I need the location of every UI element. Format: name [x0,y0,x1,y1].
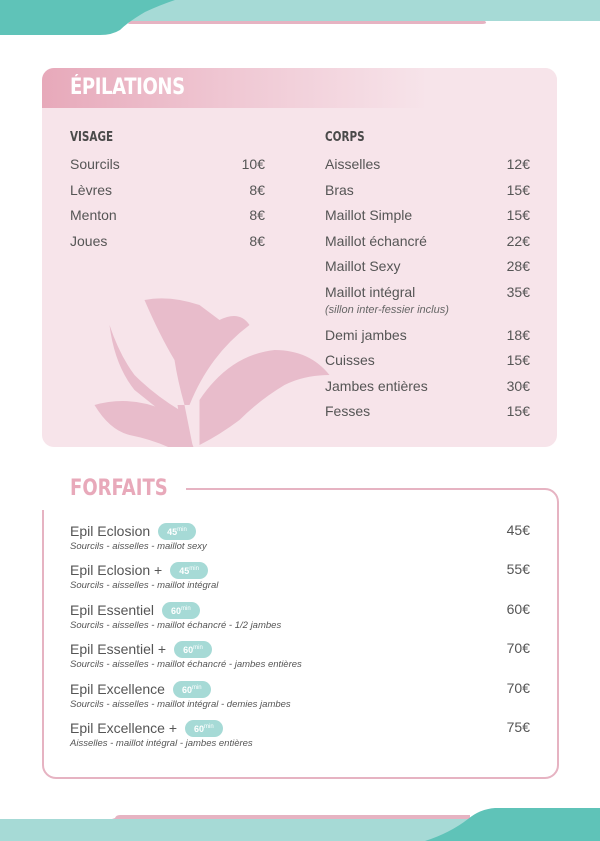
package-price: 75€ [506,719,530,735]
corps-column [325,130,530,428]
item-price: 12€ [506,156,530,172]
item-name: Sourcils [70,156,120,172]
price-row [325,181,530,207]
item-price: 8€ [249,232,265,249]
item-price: 15€ [506,352,530,368]
epilations-card [42,68,557,447]
corps-heading: CORPS [325,130,365,145]
item-price: 10€ [241,156,265,172]
item-name: Maillot Simple [325,207,413,223]
price-row [325,257,530,283]
price-row [325,326,530,352]
epilations-title: ÉPILATIONS [70,75,185,100]
item-price: 15€ [506,403,530,419]
package-price: 70€ [506,680,530,696]
item-name-group [325,283,449,326]
item-price: 18€ [506,326,530,343]
price-row [325,283,530,326]
item-price: 15€ [506,181,530,198]
item-note: (sillon inter-fessier inclus) [325,303,449,316]
package-name: Epil Essentiel [70,602,155,618]
price-row [325,206,530,232]
price-row [325,232,530,258]
package-item [70,640,530,670]
top-wave-decoration [0,0,600,40]
duration-badge: $60^{min}$ [174,641,212,658]
item-name: Joues [70,232,108,249]
duration-badge: $60^{min}$ [185,720,223,737]
package-item [70,719,530,749]
item-name: Maillot intégral [325,283,416,300]
package-description: Sourcils - aisselles - maillot intégral [70,580,219,591]
duration-badge: $45^{min}$ [158,523,196,540]
price-row [70,181,265,207]
item-price: 8€ [249,207,265,223]
item-price: 35€ [506,283,530,300]
price-row [70,232,265,258]
price-row [325,402,530,428]
item-name: Maillot échancré [325,232,427,249]
item-name: Cuisses [325,352,375,368]
package-item [70,561,530,591]
item-price: 15€ [506,207,530,223]
package-name: Epil Eclosion [70,523,151,539]
package-description: Sourcils - aisselles - maillot sexy [70,541,207,552]
package-name: Epil Excellence [70,681,165,697]
package-description: Sourcils - aisselles - maillot intégral - demies jambes [70,699,291,710]
package-price: 70€ [506,640,530,656]
package-description: Sourcils - aisselles - maillot échancré - jambes entières [70,659,302,670]
package-name: Epil Excellence + [70,720,178,736]
package-name: Epil Essentiel + [70,641,167,657]
price-row [325,155,530,181]
item-name: Bras [325,181,354,198]
price-row [70,155,265,181]
visage-heading: VISAGE [70,130,114,145]
package-item [70,522,530,552]
price-row [70,206,265,232]
item-price: 28€ [506,258,530,274]
item-name: Lèvres [70,181,113,198]
visage-column [70,130,265,257]
package-name: Epil Eclosion + [70,562,163,578]
forfaits-title: FORFAITS [70,476,168,501]
package-item [70,680,530,710]
package-price: 55€ [506,561,530,577]
package-price: 60€ [506,601,530,617]
package-description: Aisselles - maillot intégral - jambes entières [70,738,253,749]
epilations-header [42,68,557,108]
item-name: Jambes entières [325,377,428,394]
item-name: Menton [70,207,117,223]
item-price: 8€ [249,181,265,198]
package-price: 45€ [506,522,530,538]
price-row [325,377,530,403]
duration-badge: $60^{min}$ [173,681,211,698]
duration-badge: $45^{min}$ [170,562,208,579]
package-item [70,601,530,631]
item-price: 22€ [506,232,530,249]
price-row [325,351,530,377]
item-name: Aisselles [325,156,381,172]
item-name: Maillot Sexy [325,258,401,274]
item-price: 30€ [506,377,530,394]
bottom-wave-decoration [0,801,600,841]
item-name: Fesses [325,403,371,419]
package-description: Sourcils - aisselles - maillot échancré - 1/2 jambes [70,620,282,631]
flower-decoration-icon [82,280,347,447]
duration-badge: $60^{min}$ [162,602,200,619]
item-name: Demi jambes [325,326,407,343]
